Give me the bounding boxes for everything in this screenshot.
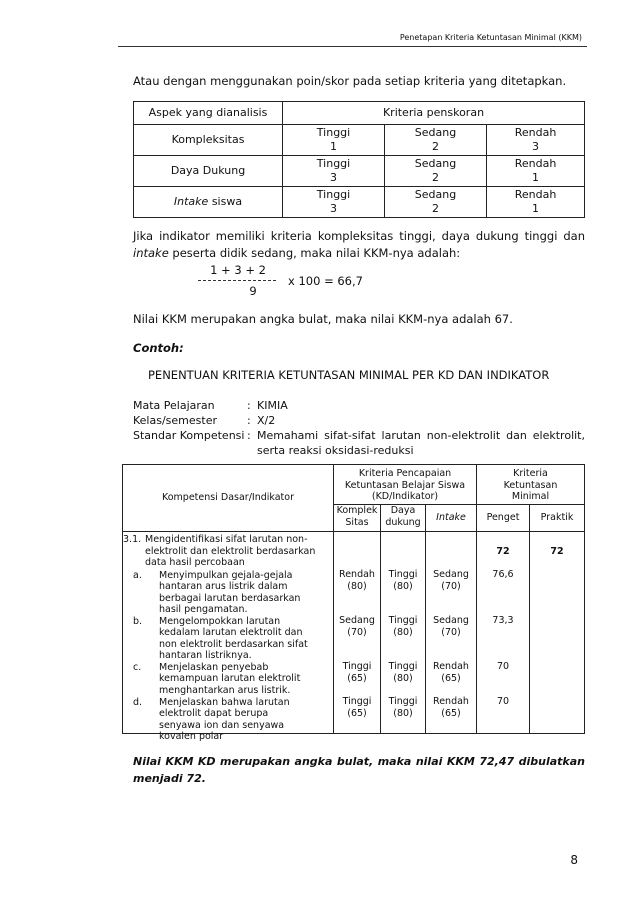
sub-praktik: Praktik <box>530 505 585 532</box>
aspek-cell <box>134 187 283 218</box>
indicator-text: Menjelaskan penyebab kemampuan larutan elektrolit menghantarkan arus listrik. <box>159 661 301 696</box>
info-label: Kelas/semester <box>133 414 217 427</box>
criteria-label: Rendah <box>514 126 557 139</box>
kd-cell <box>123 532 334 742</box>
daya-dukung-column <box>381 532 426 734</box>
info-row <box>133 428 585 458</box>
criteria-label: Rendah <box>514 157 557 170</box>
criteria-score: 1 <box>532 171 539 184</box>
value-label: Rendah <box>433 696 469 707</box>
penget-value: 73,3 <box>492 615 514 626</box>
indicator-letter: b. <box>133 615 143 627</box>
header-kriteria: Kriteria penskoran <box>283 102 585 125</box>
value-cell <box>381 696 425 719</box>
value-label: Tinggi <box>388 569 418 580</box>
value-score: (80) <box>393 626 413 638</box>
value-score: (80) <box>393 672 413 684</box>
formula-result: x 100 = 66,7 <box>288 274 363 288</box>
aspek-italic: Intake <box>173 195 209 208</box>
section-title: PENENTUAN KRITERIA KETUNTASAN MINIMAL PER KD DAN INDIKATOR <box>148 368 550 382</box>
paragraph-1-line-a: Jika indikator memiliki kriteria kompleksitas tinggi, daya dukung tinggi dan <box>133 229 585 243</box>
value-cell <box>334 661 380 696</box>
kd-praktik-value: 72 <box>550 546 564 557</box>
intake-column <box>426 532 477 734</box>
paragraph-1 <box>133 228 585 262</box>
criteria-score: 1 <box>330 140 337 153</box>
sub-intake: Intake <box>426 505 477 532</box>
indicator-text: Mengelompokkan larutan kedalam larutan elektrolit dan non elektrolit berdasarkan sifat hantaran listriknya. <box>159 615 308 661</box>
criteria-label: Sedang <box>414 157 457 170</box>
header-rule <box>118 46 587 47</box>
aspek-rest: siswa <box>208 195 243 208</box>
info-sep: : <box>247 429 251 442</box>
kd-main <box>123 534 333 569</box>
header-aspek: Aspek yang dianalisis <box>134 102 283 125</box>
kkm-table <box>122 464 585 742</box>
value-label: Sedang <box>339 615 375 626</box>
value-label: Tinggi <box>342 696 372 707</box>
value-cell <box>426 661 476 696</box>
penget-value: 70 <box>496 696 510 707</box>
running-header: Penetapan Kriteria Ketuntasan Minimal (KKM) <box>399 33 582 42</box>
info-sep: : <box>247 399 251 412</box>
indicator <box>123 662 333 697</box>
penget-value: 76,6 <box>492 569 514 580</box>
info-label: Mata Pelajaran <box>133 399 215 412</box>
fraction-line <box>198 280 276 281</box>
scoring-table <box>133 101 585 218</box>
pengetahuan-column <box>477 532 530 734</box>
sub-daya-dukung: Daya dukung <box>381 505 426 532</box>
criteria-score: 2 <box>432 171 439 184</box>
criteria-label: Tinggi <box>316 126 351 139</box>
paragraph-1-rest: peserta didik sedang, maka nilai KKM-nya adalah: <box>168 246 461 260</box>
criteria-score: 3 <box>330 171 337 184</box>
value-score: (65) <box>347 707 367 719</box>
criteria-score: 2 <box>432 140 439 153</box>
value-cell <box>426 569 476 615</box>
formula-denominator: 9 <box>249 284 257 298</box>
intake-word: intake <box>133 246 169 260</box>
value-score: (80) <box>347 580 367 592</box>
paragraph-2: Nilai KKM merupakan angka bulat, maka nilai KKM-nya adalah 67. <box>133 312 513 326</box>
intro-text: Atau dengan menggunakan poin/skor pada setiap kriteria yang ditetapkan. <box>133 74 567 88</box>
value-label: Tinggi <box>388 615 418 626</box>
formula-numerator: 1 + 3 + 2 <box>210 263 266 277</box>
criteria-score: 3 <box>532 140 539 153</box>
value-score: (80) <box>393 580 413 592</box>
indicator-text: Menjelaskan bahwa larutan elektrolit dapat berupa senyawa ion dan senyawa kovalen polar <box>159 696 290 742</box>
value-score: (70) <box>441 580 461 592</box>
value-cell <box>426 696 476 719</box>
value-label: Sedang <box>433 569 469 580</box>
value-cell <box>334 615 380 661</box>
info-row <box>133 398 585 413</box>
indicator <box>123 616 333 662</box>
criteria-label: Sedang <box>414 126 457 139</box>
value-score: (65) <box>441 707 461 719</box>
value-score: (65) <box>441 672 461 684</box>
scoring-row <box>134 125 585 156</box>
value-label: Tinggi <box>388 696 418 707</box>
penget-value: 70 <box>496 661 510 672</box>
criteria-score: 2 <box>432 202 439 215</box>
criteria-label: Rendah <box>514 188 557 201</box>
conclusion: Nilai KKM KD merupakan angka bulat, maka nilai KKM 72,47 dibulatkan menjadi 72. <box>133 755 585 785</box>
info-value: Memahami sifat-sifat larutan non-elektrolit dan elektrolit, serta reaksi oksidasi-reduksi <box>257 429 585 457</box>
sub-kompleksitas: Komplek Sitas <box>334 505 381 532</box>
value-cell <box>426 615 476 661</box>
scoring-table-header <box>134 102 585 125</box>
info-row <box>133 413 585 428</box>
value-score: (65) <box>347 672 367 684</box>
info-sep: : <box>247 414 251 427</box>
value-cell <box>381 615 425 661</box>
indicator-letter: d. <box>133 696 143 708</box>
indicator-letter: a. <box>133 569 142 581</box>
aspek-cell: Daya Dukung <box>134 156 283 187</box>
value-cell <box>381 661 425 696</box>
value-label: Tinggi <box>342 661 372 672</box>
value-cell <box>381 569 425 615</box>
sub-pengetahuan: Penget <box>477 505 530 532</box>
indicator <box>123 696 333 742</box>
criteria-label: Tinggi <box>316 188 351 201</box>
indicator <box>123 570 333 616</box>
kd-row <box>123 532 585 734</box>
praktik-column <box>530 532 585 734</box>
scoring-row <box>134 187 585 218</box>
kd-penget-value: 72 <box>496 546 510 557</box>
paragraph-1-line-b <box>133 245 585 262</box>
value-cell <box>334 696 380 719</box>
criteria-label: Sedang <box>414 188 457 201</box>
criteria-score: 3 <box>330 202 337 215</box>
indicator-letter: c. <box>133 661 142 673</box>
value-label: Rendah <box>339 569 375 580</box>
indicator-text: Menyimpulkan gejala-gejala hantaran arus listrik dalam berbagai larutan berdasarkan hasil pengamatan. <box>159 569 301 615</box>
header-kd: Kompetensi Dasar/Indikator <box>123 465 334 532</box>
criteria-label: Tinggi <box>316 157 351 170</box>
page-number: 8 <box>570 853 578 867</box>
scoring-row <box>134 156 585 187</box>
value-score: (70) <box>441 626 461 638</box>
header-kkm: Kriteria Ketuntasan Minimal <box>477 465 585 505</box>
value-label: Tinggi <box>388 661 418 672</box>
example-heading: Contoh: <box>133 341 184 355</box>
value-label: Sedang <box>433 615 469 626</box>
info-value: KIMIA <box>257 399 288 412</box>
info-label: Standar Kompetensi <box>133 429 245 442</box>
kd-text: Mengidentifikasi sifat larutan non-elektrolit dan elektrolit berdasarkan data hasil percobaan <box>145 534 316 568</box>
kd-number: 3.1. <box>123 534 142 545</box>
aspek-cell: Kompleksitas <box>134 125 283 156</box>
criteria-score: 1 <box>532 202 539 215</box>
info-block <box>133 398 585 458</box>
kompleksitas-column <box>334 532 381 734</box>
value-score: (80) <box>393 707 413 719</box>
kkm-header-row <box>123 465 585 505</box>
header-kriteria-pencapaian: Kriteria Pencapaian Ketuntasan Belajar Siswa (KD/Indikator) <box>334 465 477 505</box>
value-cell <box>334 569 380 615</box>
value-label: Rendah <box>433 661 469 672</box>
value-score: (70) <box>347 626 367 638</box>
info-value: X/2 <box>257 414 276 427</box>
